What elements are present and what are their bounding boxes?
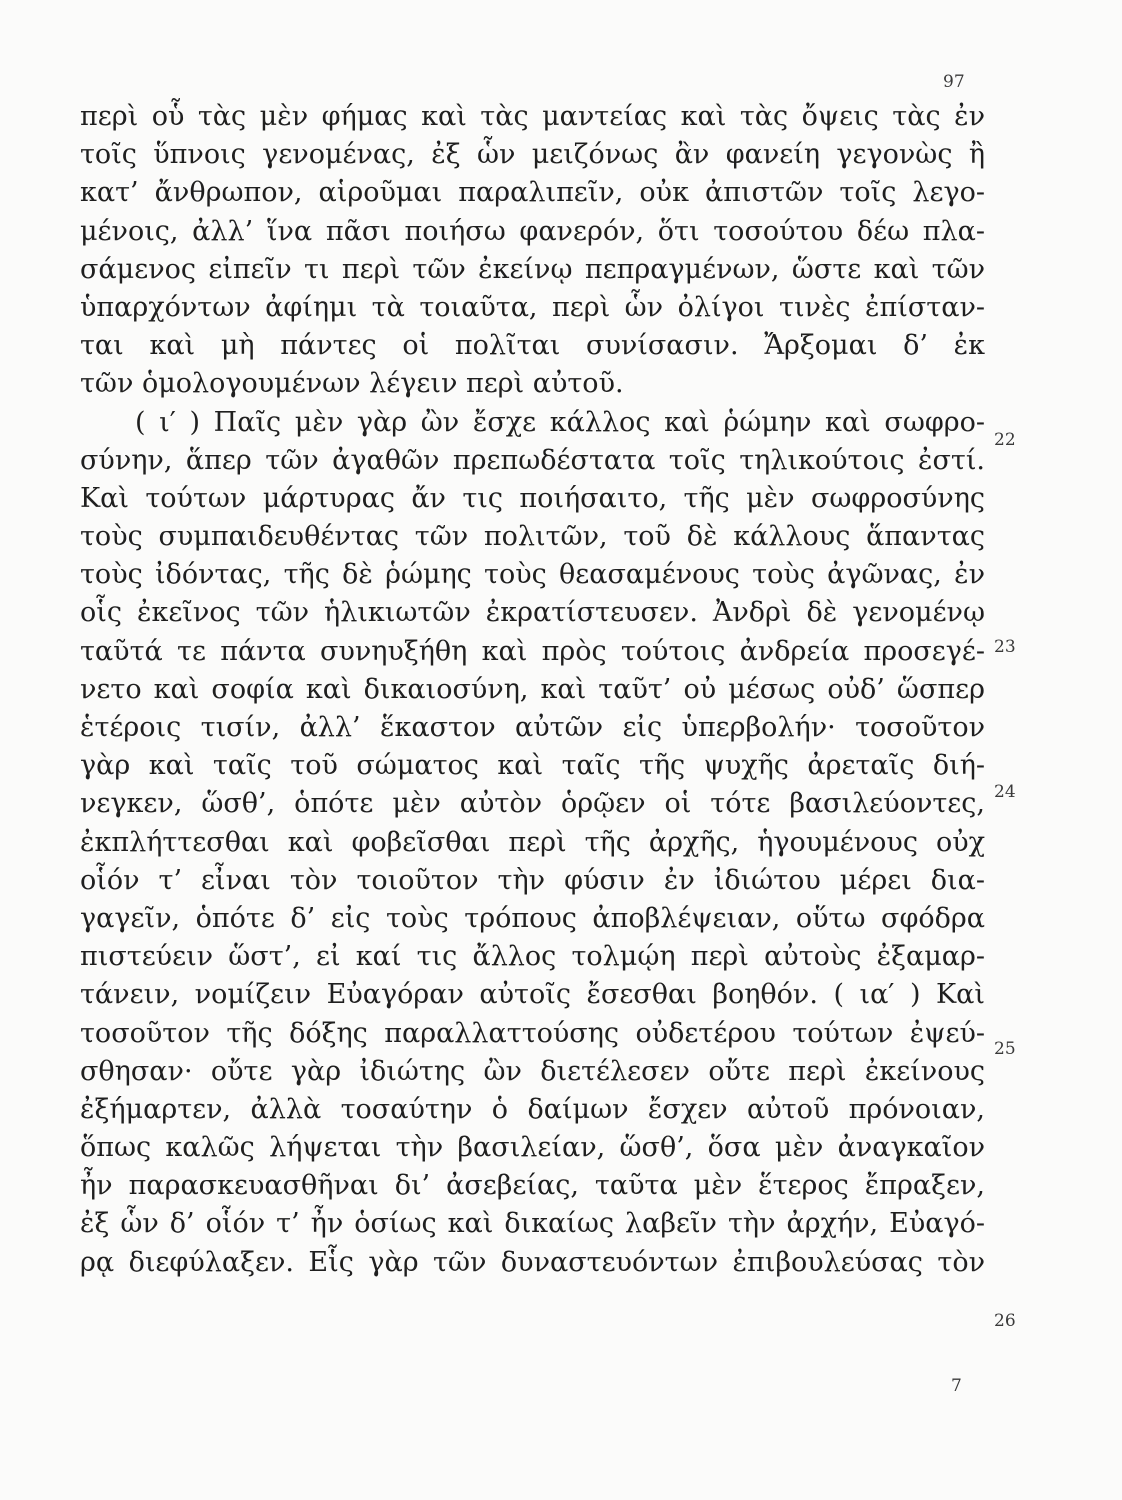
text-line: περὶ οὗ τὰς μὲν φήμας καὶ τὰς μαντείας καὶ τὰς ὄψεις τὰς ἐν [80,101,985,132]
text-line: ἐξήμαρτεν, ἀλλὰ τοσαύτην ὁ δαίμων ἔσχεν αὐτοῦ πρόνοιαν, [80,1093,985,1125]
section-number: 26 [994,1311,1016,1331]
text-line: ἦν παρασκευασθῆναι δι’ ἀσεβείας, ταῦτα μὲν ἕτερος ἔπραξεν, [80,1170,985,1202]
section-number: 25 [994,1039,1016,1059]
signature-mark: 7 [951,1376,962,1396]
text-line: ἐξ ὧν δ’ οἷόν τ’ ἦν ὁσίως καὶ δικαίως λαβεῖν τὴν ἀρχήν, Εὐαγό- [80,1208,985,1240]
section-number: 24 [994,782,1016,802]
text-line: σθησαν· οὔτε γὰρ ἰδιώτης ὢν διετέλεσεν οὔτε περὶ ἐκείνους [80,1055,985,1087]
text-line: τοὺς συμπαιδευθέντας τῶν πολιτῶν, τοῦ δὲ κάλλους ἅπαντας [80,521,985,553]
page-number: 97 [943,72,965,92]
text-line: τοὺς ἰδόντας, τῆς δὲ ῥώμης τοὺς θεασαμένους τοὺς ἀγῶνας, ἐν [80,559,985,591]
text-line: ρᾳ διεφύλαξεν. Εἷς γὰρ τῶν δυναστευόντων ἐπιβουλεύσας τὸν [80,1246,985,1278]
text-line: οἷόν τ’ εἶναι τὸν τοιοῦτον τὴν φύσιν ἐν ἰδιώτου μέρει δια- [80,864,985,896]
text-line: οἷς ἐκεῖνος τῶν ἡλικιωτῶν ἐκρατίστευσεν. Ἀνδρὶ δὲ γενομένῳ [80,597,985,629]
text-line: πιστεύειν ὥστ’, εἰ καί τις ἄλλος τολμῴη περὶ αὐτοὺς ἐξαμαρ- [80,941,985,973]
text-line: ἑτέροις τισίν, ἀλλ’ ἕκαστον αὐτῶν εἰς ὑπερβολήν· τοσοῦτον [80,712,985,743]
section-number: 23 [994,637,1016,657]
text-line: ἐκπλήττεσθαι καὶ φοβεῖσθαι περὶ τῆς ἀρχῆς, ἡγουμένους οὐχ [80,826,985,858]
section-number: 22 [994,430,1016,450]
text-line: σύνην, ἅπερ τῶν ἀγαθῶν πρεπωδέστατα τοῖς τηλικούτοις ἐστί. [80,444,985,476]
text-line: ὑπαρχόντων ἀφίημι τὰ τοιαῦτα, περὶ ὧν ὀλίγοι τινὲς ἐπίσταν- [80,291,985,323]
text-line: τοῖς ὕπνοις γενομένας, ἐξ ὧν μειζόνως ἂν φανείη γεγονὼς ἢ [80,139,985,171]
text-line: νεγκεν, ὥσθ’, ὁπότε μὲν αὐτὸν ὁρῷεν οἱ τότε βασιλεύοντες, [80,788,985,820]
text-line: ται καὶ μὴ πάντες οἱ πολῖται συνίσασιν. Ἄρξομαι δ’ ἐκ [80,330,985,362]
text-line: τῶν ὁμολογουμένων λέγειν περὶ αὐτοῦ. [80,368,624,400]
text-line: σάμενος εἰπεῖν τι περὶ τῶν ἐκείνῳ πεπραγμένων, ὥστε καὶ τῶν [80,253,985,285]
main-text [80,98,985,1282]
text-line: ( ι′ ) Παῖς μὲν γὰρ ὢν ἔσχε κάλλος καὶ ῥώμην καὶ σωφρο- [135,406,985,438]
text-line: τοσοῦτον τῆς δόξης παραλλαττούσης οὐδετέρου τούτων ἐψεύ- [80,1017,985,1049]
text-line: Καὶ τούτων μάρτυρας ἄν τις ποιήσαιτο, τῆς μὲν σωφροσύνης [80,482,985,514]
text-line: γαγεῖν, ὁπότε δ’ εἰς τοὺς τρόπους ἀποβλέψειαν, οὕτω σφόδρα [80,902,985,934]
text-line: ταῦτά τε πάντα συνηυξήθη καὶ πρὸς τούτοις ἀνδρεία προσεγέ- [80,635,985,667]
text-line: κατ’ ἄνθρωπον, αἱροῦμαι παραλιπεῖν, οὐκ ἀπιστῶν τοῖς λεγο- [80,177,985,209]
text-line: μένοις, ἀλλ’ ἵνα πᾶσι ποιήσω φανερόν, ὅτι τοσούτου δέω πλα- [80,215,985,247]
text-line: νετο καὶ σοφία καὶ δικαιοσύνη, καὶ ταῦτ’ οὐ μέσως οὐδ’ ὥσπερ [80,673,985,705]
text-line: ὅπως καλῶς λήψεται τὴν βασιλείαν, ὥσθ’, ὅσα μὲν ἀναγκαῖον [80,1132,985,1164]
text-line: γὰρ καὶ ταῖς τοῦ σώματος καὶ ταῖς τῆς ψυχῆς ἀρεταῖς διή- [80,750,985,782]
text-line: τάνειν, νομίζειν Εὐαγόραν αὐτοῖς ἔσεσθαι βοηθόν. ( ια′ ) Καὶ [80,979,985,1011]
